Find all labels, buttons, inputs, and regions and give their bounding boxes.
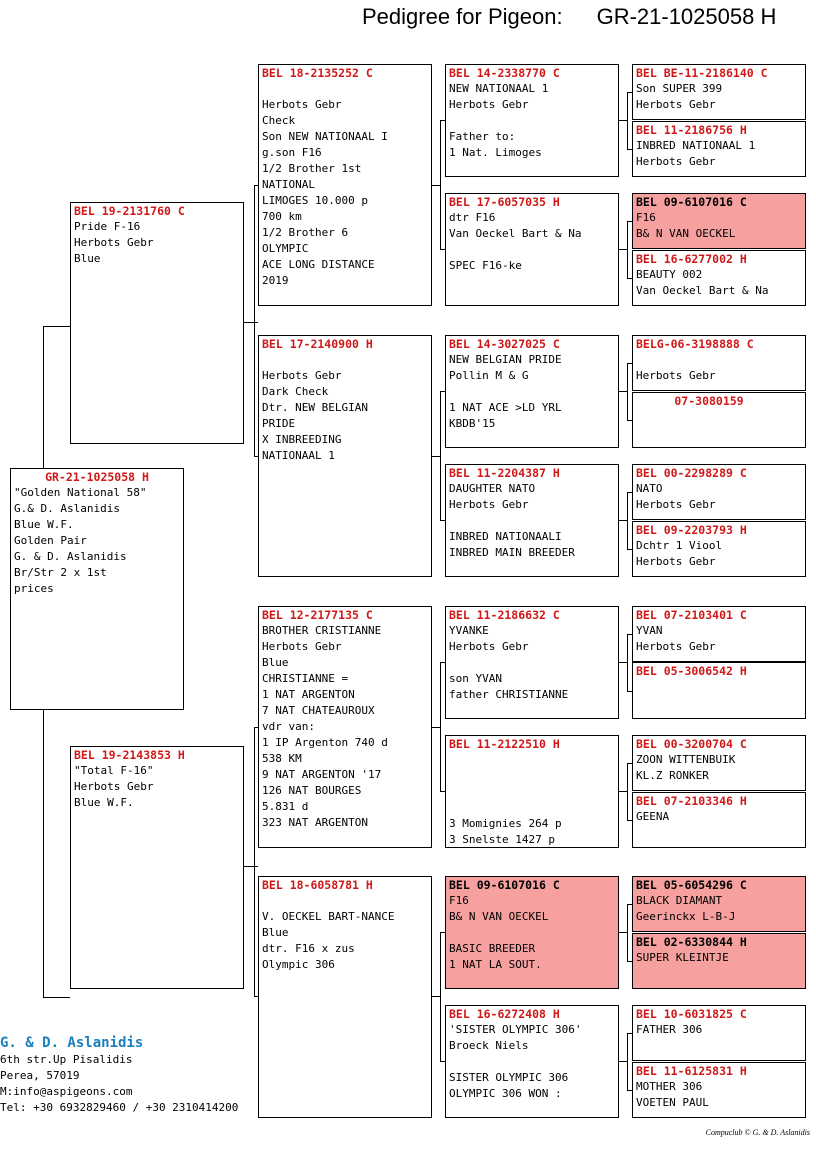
gen4-box-6[interactable] <box>445 735 619 848</box>
gen4-box-2[interactable] <box>445 193 619 306</box>
connector-line <box>254 727 255 997</box>
subject-lines <box>14 485 180 597</box>
gen4-ring-5: BEL 11-2186632 C <box>449 608 560 622</box>
info-line: NATIONAAL 1 <box>262 449 335 462</box>
connector-line <box>627 904 628 961</box>
breeder-phone[interactable]: Tel: +30 6932829460 / +30 2310414200 <box>0 1101 239 1114</box>
info-line: MOTHER 306 <box>636 1080 703 1093</box>
info-line: Pride F-16 <box>74 220 141 233</box>
gen4-ring-4: BEL 11-2204387 H <box>449 466 560 480</box>
info-line: YVANKE <box>449 624 489 637</box>
connector-line <box>619 249 627 250</box>
info-line: 9 NAT ARGENTON '17 <box>262 768 382 781</box>
gen5-box-13[interactable] <box>632 876 806 932</box>
info-line: father CHRISTIANNE <box>449 688 569 701</box>
info-line: NEW NATIONAAL 1 <box>449 82 549 95</box>
connector-line <box>619 932 627 933</box>
info-line: son YVAN <box>449 672 502 685</box>
gen4-ring-6: BEL 11-2122510 H <box>449 737 560 751</box>
gen5-ring-1: BEL BE-11-2186140 C <box>636 66 768 80</box>
connector-line <box>440 120 441 249</box>
info-line: Herbots Gebr <box>636 498 716 511</box>
gen4-box-3[interactable] <box>445 335 619 448</box>
connector-line <box>440 662 441 791</box>
info-line: "Golden National 58" <box>14 486 147 499</box>
gen3-lines-2 <box>262 352 428 464</box>
breeder-address-1: 6th str.Up Pisalidis <box>0 1053 133 1066</box>
info-line: DAUGHTER NATO <box>449 482 536 495</box>
info-line: BROTHER CRISTIANNE <box>262 624 382 637</box>
breeder-email[interactable]: M:info@aspigeons.com <box>0 1085 133 1098</box>
info-line: F16 <box>636 211 656 224</box>
breeder-name: G. & D. Aslanidis <box>0 1035 144 1051</box>
connector-line <box>619 520 627 521</box>
dam-ring: BEL 19-2143853 H <box>74 748 185 762</box>
info-line: Geerinckx L-B-J <box>636 910 736 923</box>
gen5-ring-5: BELG-06-3198888 C <box>636 337 754 351</box>
gen5-lines-12 <box>636 809 802 825</box>
info-line <box>449 513 615 529</box>
info-line: Herbots Gebr <box>449 98 529 111</box>
gen4-ring-1: BEL 14-2338770 C <box>449 66 560 80</box>
gen5-box-4[interactable] <box>632 250 806 306</box>
gen4-box-1[interactable] <box>445 64 619 177</box>
connector-line <box>432 185 440 186</box>
gen5-ring-6: 07-3080159 <box>674 394 744 408</box>
gen5-ring-10: BEL 05-3006542 H <box>636 664 747 678</box>
gen3-box-4[interactable] <box>258 876 432 1118</box>
gen5-lines-13 <box>636 893 802 925</box>
gen3-lines-4 <box>262 893 428 973</box>
gen5-ring-16: BEL 11-6125831 H <box>636 1064 747 1078</box>
info-line: Dtr. NEW BELGIAN <box>262 401 368 414</box>
gen5-box-3[interactable] <box>632 193 806 249</box>
connector-line <box>619 120 627 121</box>
info-line: 2019 <box>262 274 289 287</box>
info-line: Herbots Gebr <box>449 640 529 653</box>
info-line: Dchtr 1 Viool <box>636 539 723 552</box>
gen5-box-15[interactable] <box>632 1005 806 1061</box>
gen5-lines-2 <box>636 138 802 170</box>
info-line: SUPER KLEINTJE <box>636 951 729 964</box>
dam-box[interactable] <box>70 746 244 989</box>
gen4-lines-2 <box>449 210 615 274</box>
gen5-box-9[interactable] <box>632 606 806 662</box>
gen4-lines-8 <box>449 1022 615 1102</box>
info-line: 1/2 Brother 6 <box>262 226 349 239</box>
info-line: Pollin M & G <box>449 369 529 382</box>
gen3-box-1[interactable] <box>258 64 432 306</box>
gen5-box-7[interactable] <box>632 464 806 520</box>
connector-line <box>627 634 628 691</box>
gen5-lines-16 <box>636 1079 802 1111</box>
gen5-ring-12: BEL 07-2103346 H <box>636 794 747 808</box>
info-line: Dark Check <box>262 385 329 398</box>
info-line: Son SUPER 399 <box>636 82 723 95</box>
gen5-ring-3: BEL 09-6107016 C <box>636 195 747 209</box>
connector-line <box>244 866 258 867</box>
gen3-ring-1: BEL 18-2135252 C <box>262 66 373 80</box>
info-line: g.son F16 <box>262 146 322 159</box>
info-line: 1 Nat. Limoges <box>449 146 542 159</box>
gen5-lines-9 <box>636 623 802 655</box>
info-line: Van Oeckel Bart & Na <box>636 284 769 297</box>
info-line <box>262 893 428 909</box>
gen3-ring-3: BEL 12-2177135 C <box>262 608 373 622</box>
info-line: NATIONAL <box>262 178 315 191</box>
info-line <box>449 800 615 816</box>
info-line: SISTER OLYMPIC 306 <box>449 1071 569 1084</box>
title-ring: GR-21-1025058 H <box>596 4 777 29</box>
info-line: Blue <box>74 252 101 265</box>
gen5-box-10[interactable] <box>632 662 806 719</box>
gen5-box-5[interactable] <box>632 335 806 391</box>
gen4-ring-7: BEL 09-6107016 C <box>449 878 560 892</box>
info-line: dtr. F16 x zus <box>262 942 355 955</box>
connector-line <box>627 763 628 820</box>
info-line <box>636 352 802 368</box>
gen5-lines-8 <box>636 538 802 570</box>
gen5-box-6[interactable] <box>632 392 806 448</box>
info-line: 1 NAT ACE >LD YRL <box>449 401 562 414</box>
info-line: Herbots Gebr <box>636 369 716 382</box>
info-line: G.& D. Aslanidis <box>14 502 120 515</box>
info-line: Herbots Gebr <box>636 555 716 568</box>
info-line: 3 Momignies 264 p <box>449 817 562 830</box>
info-line: YVAN <box>636 624 663 637</box>
info-line <box>449 768 615 784</box>
info-line: 7 NAT CHATEAUROUX <box>262 704 375 717</box>
gen5-box-8[interactable] <box>632 521 806 577</box>
info-line: "Total F-16" <box>74 764 154 777</box>
info-line: 1/2 Brother 1st <box>262 162 362 175</box>
info-line: PRIDE <box>262 417 296 430</box>
info-line: KBDB'15 <box>449 417 496 430</box>
info-line: INBRED NATIONAAL 1 <box>636 139 756 152</box>
connector-line <box>244 322 258 323</box>
page-title <box>362 4 776 30</box>
info-line: 5.831 d <box>262 800 309 813</box>
info-line <box>449 655 615 671</box>
info-line: Olympic 306 <box>262 958 335 971</box>
info-line: Van Oeckel Bart & Na <box>449 227 582 240</box>
title-label: Pedigree for Pigeon: <box>362 4 563 29</box>
info-line: 1 NAT ARGENTON <box>262 688 355 701</box>
connector-line <box>43 997 70 998</box>
connector-line <box>440 391 441 520</box>
gen5-box-2[interactable] <box>632 121 806 177</box>
info-line <box>262 81 428 97</box>
info-line <box>449 752 615 768</box>
info-line: Son NEW NATIONAAL I <box>262 130 388 143</box>
info-line: 700 km <box>262 210 302 223</box>
gen3-box-2[interactable] <box>258 335 432 577</box>
gen4-lines-4 <box>449 481 615 561</box>
gen5-lines-4 <box>636 267 802 299</box>
info-line: Herbots Gebr <box>262 98 342 111</box>
info-line: ZOON WITTENBUIK <box>636 753 736 766</box>
connector-line <box>440 932 441 1061</box>
gen4-box-5[interactable] <box>445 606 619 719</box>
gen3-lines-3 <box>262 623 428 831</box>
gen4-box-4[interactable] <box>445 464 619 577</box>
connector-line <box>627 492 628 549</box>
connector-line <box>627 363 628 420</box>
sire-lines <box>74 219 240 267</box>
info-line: 126 NAT BOURGES <box>262 784 362 797</box>
info-line: OLYMPIC <box>262 242 309 255</box>
breeder-address-2: Perea, 57019 <box>0 1069 80 1082</box>
connector-line <box>619 662 627 663</box>
info-line <box>449 925 615 941</box>
info-line: OLYMPIC 306 WON : <box>449 1087 562 1100</box>
connector-line <box>627 1033 628 1090</box>
info-line: Father to: <box>449 130 516 143</box>
gen5-ring-11: BEL 00-3200704 C <box>636 737 747 751</box>
info-line: Herbots Gebr <box>636 98 716 111</box>
info-line: KL.Z RONKER <box>636 769 709 782</box>
info-line: 'SISTER OLYMPIC 306' <box>449 1023 582 1036</box>
info-line: Br/Str 2 x 1st <box>14 566 107 579</box>
gen5-ring-13: BEL 05-6054296 C <box>636 878 747 892</box>
info-line: BASIC BREEDER <box>449 942 536 955</box>
info-line: 323 NAT ARGENTON <box>262 816 368 829</box>
connector-line <box>432 727 440 728</box>
info-line: FATHER 306 <box>636 1023 703 1036</box>
gen4-lines-5 <box>449 623 615 703</box>
info-line: Herbots Gebr <box>636 640 716 653</box>
gen4-lines-7 <box>449 893 615 973</box>
footer-credit: Compuclub © G. & D. Aslanidis <box>705 1128 810 1137</box>
info-line: Herbots Gebr <box>74 236 154 249</box>
info-line: GEENA <box>636 810 670 823</box>
connector-line <box>254 185 255 457</box>
connector-line <box>432 456 440 457</box>
gen5-ring-7: BEL 00-2298289 C <box>636 466 747 480</box>
info-line: Blue <box>262 656 289 669</box>
gen3-lines-1 <box>262 81 428 289</box>
info-line: 1 NAT LA SOUT. <box>449 958 542 971</box>
info-line <box>449 1054 615 1070</box>
info-line <box>449 784 615 800</box>
info-line <box>449 384 615 400</box>
sire-ring: BEL 19-2131760 C <box>74 204 185 218</box>
info-line: Herbots Gebr <box>636 155 716 168</box>
info-line: Check <box>262 114 296 127</box>
gen5-box-16[interactable] <box>632 1062 806 1118</box>
gen5-ring-2: BEL 11-2186756 H <box>636 123 747 137</box>
gen5-lines-14 <box>636 950 802 966</box>
info-line: 1 IP Argenton 740 d <box>262 736 388 749</box>
gen5-box-14[interactable] <box>632 933 806 989</box>
breeder-info <box>0 1034 238 1116</box>
gen4-lines-6 <box>449 752 615 848</box>
info-line: Golden Pair <box>14 534 87 547</box>
info-line: SPEC F16-ke <box>449 259 522 272</box>
info-line: 3 Snelste 1427 p <box>449 833 555 846</box>
gen4-ring-3: BEL 14-3027025 C <box>449 337 560 351</box>
info-line: INBRED MAIN BREEDER <box>449 546 575 559</box>
info-line: Herbots Gebr <box>262 369 342 382</box>
gen3-ring-2: BEL 17-2140900 H <box>262 337 373 351</box>
info-line: Blue W.F. <box>14 518 74 531</box>
gen4-box-7[interactable] <box>445 876 619 989</box>
info-line: B& N VAN OECKEL <box>449 910 549 923</box>
connector-line <box>432 996 440 997</box>
info-line: NEW BELGIAN PRIDE <box>449 353 562 366</box>
info-line <box>449 242 615 258</box>
info-line: dtr F16 <box>449 211 496 224</box>
info-line: NATO <box>636 482 663 495</box>
gen5-box-11[interactable] <box>632 735 806 791</box>
info-line: B& N VAN OECKEL <box>636 227 736 240</box>
info-line: 538 KM <box>262 752 302 765</box>
info-line: VOETEN PAUL <box>636 1096 709 1109</box>
info-line: prices <box>14 582 54 595</box>
gen4-lines-1 <box>449 81 615 161</box>
gen5-ring-14: BEL 02-6330844 H <box>636 935 747 949</box>
info-line: CHRISTIANNE = <box>262 672 349 685</box>
info-line: BEAUTY 002 <box>636 268 703 281</box>
gen5-lines-3 <box>636 210 802 242</box>
info-line: LIMOGES 10.000 p <box>262 194 368 207</box>
gen4-ring-2: BEL 17-6057035 H <box>449 195 560 209</box>
gen5-ring-4: BEL 16-6277002 H <box>636 252 747 266</box>
info-line: G. & D. Aslanidis <box>14 550 127 563</box>
info-line: Blue W.F. <box>74 796 134 809</box>
gen5-lines-5 <box>636 352 802 384</box>
info-line <box>449 113 615 129</box>
info-line: ACE LONG DISTANCE <box>262 258 375 271</box>
info-line: Blue <box>262 926 289 939</box>
connector-line <box>619 391 627 392</box>
gen5-box-12[interactable] <box>632 792 806 848</box>
connector-line <box>619 1061 627 1062</box>
gen3-ring-4: BEL 18-6058781 H <box>262 878 373 892</box>
gen4-ring-8: BEL 16-6272408 H <box>449 1007 560 1021</box>
subject-box[interactable] <box>10 468 184 710</box>
info-line <box>262 352 428 368</box>
gen5-ring-9: BEL 07-2103401 C <box>636 608 747 622</box>
gen5-ring-8: BEL 09-2203793 H <box>636 523 747 537</box>
gen5-lines-11 <box>636 752 802 784</box>
connector-line <box>619 791 627 792</box>
info-line: BLACK DIAMANT <box>636 894 723 907</box>
info-line: Herbots Gebr <box>74 780 154 793</box>
dam-lines <box>74 763 240 811</box>
info-line: INBRED NATIONAALI <box>449 530 562 543</box>
connector-line <box>627 221 628 278</box>
info-line: F16 <box>449 894 469 907</box>
info-line: Herbots Gebr <box>262 640 342 653</box>
connector-line <box>627 92 628 149</box>
info-line: X INBREEDING <box>262 433 342 446</box>
gen5-lines-7 <box>636 481 802 513</box>
subject-ring: GR-21-1025058 H <box>45 470 149 484</box>
gen5-lines-1 <box>636 81 802 113</box>
info-line: Broeck Niels <box>449 1039 529 1052</box>
sire-box[interactable] <box>70 202 244 444</box>
gen5-ring-15: BEL 10-6031825 C <box>636 1007 747 1021</box>
gen5-lines-15 <box>636 1022 802 1038</box>
connector-line <box>43 326 70 327</box>
connector-line <box>43 710 44 998</box>
info-line: V. OECKEL BART-NANCE <box>262 910 395 923</box>
gen4-lines-3 <box>449 352 615 432</box>
info-line: vdr van: <box>262 720 315 733</box>
gen3-box-3[interactable] <box>258 606 432 848</box>
gen5-box-1[interactable] <box>632 64 806 120</box>
info-line: Herbots Gebr <box>449 498 529 511</box>
gen4-box-8[interactable] <box>445 1005 619 1118</box>
